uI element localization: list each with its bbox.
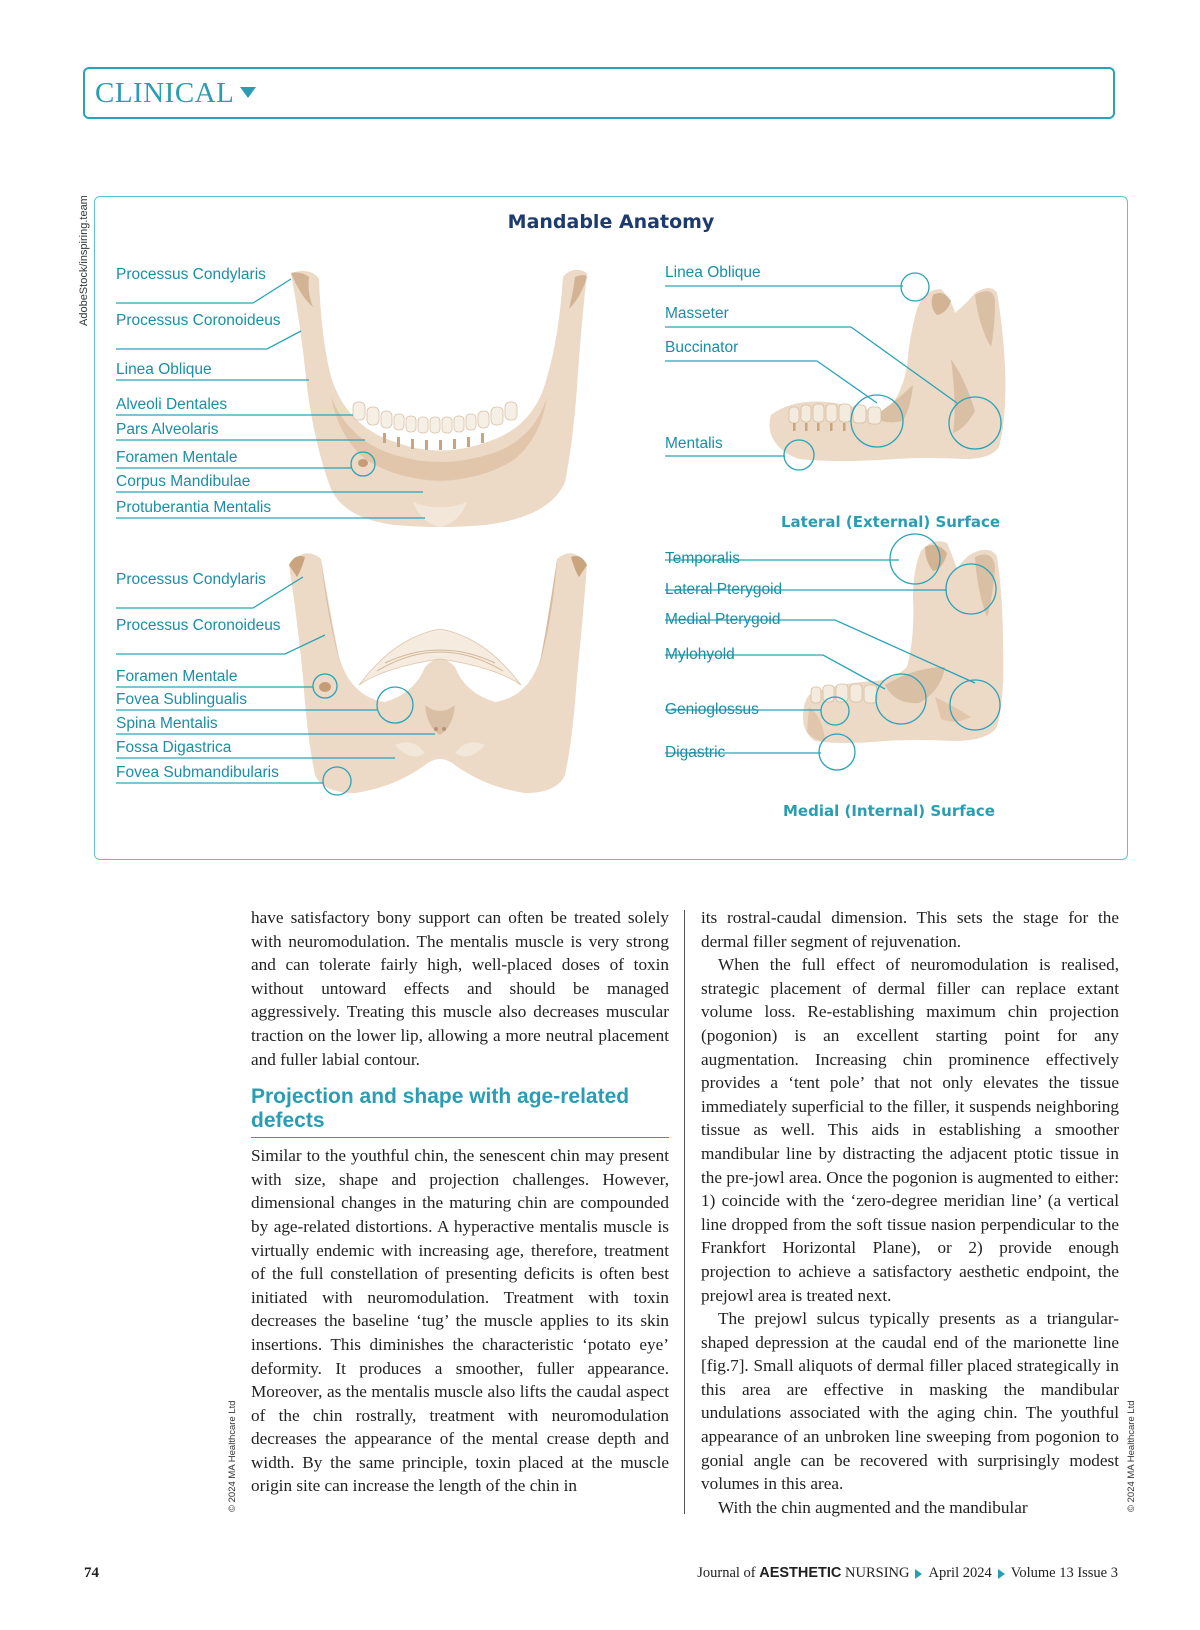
label-buccinator: Buccinator	[665, 339, 739, 356]
journal-name-2: NURSING	[845, 1565, 910, 1581]
label-foramen-mentale: Foramen Mentale	[116, 449, 238, 466]
section-heading: Projection and shape with age-related defects	[251, 1085, 669, 1138]
copyright-right: © 2024 MA Healthcare Ltd	[1126, 1400, 1137, 1512]
issue-date: April 2024	[928, 1565, 992, 1581]
copyright-left: © 2024 MA Healthcare Ltd	[227, 1400, 238, 1512]
mandible-medial-illustration	[803, 541, 1003, 743]
label-digastric: Digastric	[665, 744, 726, 761]
paragraph: have satisfactory bony support can often be treated solely with neuromodulation. The mentalis muscle is very strong and can tolerate fairly high, well-placed doses of toxin without untoward effects and should be managed aggressively. Treating this muscle also decreases muscular traction on the lower lip, allowing a more neutral placement and fuller labial contour.	[251, 908, 669, 1069]
label-fovea-submandibularis: Fovea Submandibularis	[116, 764, 279, 781]
journal-name: AESTHETIC	[759, 1565, 842, 1581]
label-fovea-sublingualis: Fovea Sublingualis	[116, 691, 247, 708]
triangle-right-icon	[915, 1569, 922, 1579]
label-processus-coronoideus-back: Processus Coronoideus	[116, 617, 281, 634]
section-header	[83, 67, 1115, 119]
article-column-left	[251, 906, 669, 1498]
paragraph: When the full effect of neuromodulation is realised, strategic placement of dermal filler can replace extant volume loss. Re-establishing maximum chin projection (pogonion) is an excellent starting point for any augmentation. Increasing chin prominence effectively provides a ‘tent pole’ that not only elevates the tissue immediately superficial to the filler, it suspends neighboring tissue as well. This aids in establishing a smoother mandibular line by distracting the adjacent ptotic tissue in the pre-jowl area. Once the pogonion is augmented to either: 1) coincide with the ‘zero-degree meridian line’ (a vertical line dropped from the soft tissue nasion perpendicular to the Frankfort Horizontal Plane), or 2) provide enough projection to achieve a satisfactory aesthetic endpoint, the prejowl area is treated next.	[701, 955, 1119, 1305]
label-foramen-mentale-back: Foramen Mentale	[116, 668, 238, 685]
mandible-back-illustration	[289, 553, 587, 793]
triangle-down-icon	[240, 87, 256, 98]
label-pars-alveolaris: Pars Alveolaris	[116, 421, 219, 438]
label-temporalis: Temporalis	[665, 550, 740, 567]
journal-footer	[697, 1565, 1118, 1582]
mandible-front-illustration	[291, 270, 587, 527]
label-alveoli-dentales: Alveoli Dentales	[116, 396, 228, 413]
paragraph: The prejowl sulcus typically presents as a triangular-shaped depression at the caudal end of the marionette line [fig.7]. Small aliquots of dermal filler placed strategically in this area are effective in masking the mandibular undulations associated with the aging chin. The youthful appearance of an unbroken line sweeping from pogonion to gonial angle can be recovered with surprisingly modest volumes in this area.	[701, 1309, 1119, 1494]
label-fossa-digastrica: Fossa Digastrica	[116, 739, 232, 756]
label-processus-condylaris: Processus Condylaris	[116, 266, 266, 283]
article-column-right	[701, 906, 1119, 1519]
figure-title: Mandable Anatomy	[507, 211, 715, 233]
paragraph: its rostral-caudal dimension. This sets the stage for the dermal filler segment of rejuvenation.	[701, 908, 1119, 951]
label-spina-mentalis: Spina Mentalis	[116, 715, 218, 732]
label-medial-pterygoid: Medial Pterygoid	[665, 611, 781, 628]
caption-lateral-surface: Lateral (External) Surface	[781, 513, 1001, 531]
label-protuberantia-mentalis: Protuberantia Mentalis	[116, 499, 272, 516]
label-masseter: Masseter	[665, 305, 729, 322]
page-number: 74	[84, 1565, 99, 1581]
label-mentalis: Mentalis	[665, 435, 723, 452]
image-credit: AdobeStock/inspiring.team	[78, 195, 90, 326]
caption-medial-surface: Medial (Internal) Surface	[783, 802, 995, 820]
journal-prefix: Journal of	[697, 1565, 756, 1581]
paragraph: Similar to the youthful chin, the senescent chin may present with size, shape and projection challenges. However, dimensional changes in the maturing chin are compounded by age-related distortions. A hyperactive mentalis muscle is virtually endemic with increasing age, therefore, treatment of the full constellation of presenting deficits is often best initiated with neuromodulation. Treatment with toxin decreases the baseline ‘tug’ the muscle applies to its skin insertions. This diminishes the characteristic ‘potato eye’ deformity. It produces a smoother, fuller appearance. Moreover, as the mentalis muscle also lifts the caudal aspect of the chin rostrally, treatment with neuromodulation decreases the appearance of the mental crease depth and width. By the same principle, toxin placed at the muscle origin site can increase the length of the chin in	[251, 1146, 669, 1496]
label-genioglossus: Genioglossus	[665, 701, 759, 718]
anatomy-figure	[94, 196, 1128, 860]
section-label: CLINICAL	[95, 77, 256, 110]
triangle-right-icon	[998, 1569, 1005, 1579]
label-corpus-mandibulae: Corpus Mandibulae	[116, 473, 251, 490]
paragraph: With the chin augmented and the mandibular	[718, 1497, 1028, 1517]
column-divider	[684, 910, 685, 1514]
label-lateral-pterygoid: Lateral Pterygoid	[665, 581, 783, 598]
label-mylohyold: Mylohyold	[665, 646, 735, 663]
mandible-lateral-illustration	[769, 288, 1005, 461]
label-linea-oblique: Linea Oblique	[116, 361, 212, 378]
volume-issue: Volume 13 Issue 3	[1010, 1565, 1118, 1581]
label-processus-coronoideus: Processus Coronoideus	[116, 312, 281, 329]
label-processus-condylaris-back: Processus Condylaris	[116, 571, 266, 588]
label-linea-oblique-lateral: Linea Oblique	[665, 264, 761, 281]
